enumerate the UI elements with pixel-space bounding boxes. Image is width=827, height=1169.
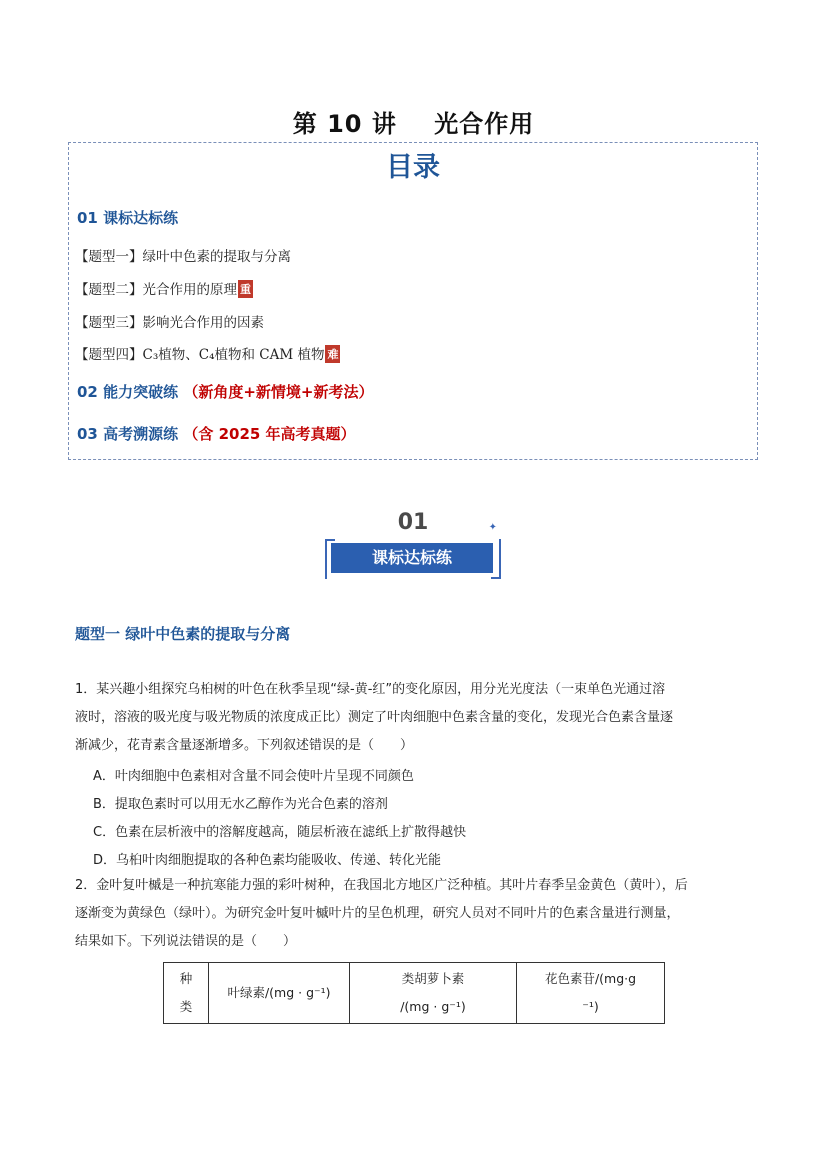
- banner-label: 课标达标练: [331, 543, 493, 573]
- toc-section-label: 01 课标达标练: [77, 209, 179, 227]
- toc-section-1[interactable]: [77, 207, 178, 228]
- table-header-cell: [164, 963, 209, 1024]
- toc-item-label: 【题型四】C₃植物、C₄植物和 CAM 植物: [75, 347, 325, 363]
- toc-section-2[interactable]: [77, 381, 373, 402]
- question-1-option-a[interactable]: A．叶肉细胞中色素相对含量不同会使叶片呈现不同颜色: [93, 769, 414, 784]
- toc-item-2[interactable]: [75, 278, 253, 298]
- page-title: 第 10 讲 光合作用: [292, 110, 535, 138]
- header-text: /(mg · g⁻¹): [400, 999, 466, 1014]
- toc-item-3[interactable]: [75, 311, 264, 331]
- question-1-option-d[interactable]: D．乌桕叶肉细胞提取的各种色素均能吸收、传递、转化光能: [93, 853, 442, 868]
- toc-item-1[interactable]: [75, 245, 291, 265]
- toc-section-note: （含 2025 年高考真题）: [183, 425, 356, 443]
- header-text: 花色素苷/(mg·g: [544, 971, 637, 986]
- banner-number: 01: [397, 510, 429, 535]
- toc-item-4[interactable]: [75, 343, 340, 363]
- header-text: ⁻¹): [582, 999, 599, 1014]
- toc-section-note: （新角度+新情境+新考法）: [183, 383, 374, 401]
- header-text: 类: [179, 999, 193, 1014]
- sparkle-icon: ✦: [488, 522, 497, 533]
- question-text-line: 液时，溶液的吸光度与吸光物质的浓度成正比）测定了叶肉细胞中色素含量的变化，发现光合色素含量逐: [75, 710, 674, 725]
- difficult-badge: 难: [325, 345, 340, 363]
- toc-section-label: 02 能力突破练: [77, 383, 179, 401]
- question-2-stem: [75, 872, 760, 956]
- header-text: 类胡萝卜素: [401, 971, 465, 986]
- question-text-line: 渐减少，花青素含量逐渐增多。下列叙述错误的是（ ）: [75, 738, 414, 753]
- toc-item-label: 【题型三】影响光合作用的因素: [75, 315, 264, 331]
- pigment-table: [163, 962, 665, 1024]
- toc-item-label: 【题型二】光合作用的原理: [75, 282, 237, 298]
- table-header-cell: 叶绿素/(mg · g⁻¹): [209, 963, 350, 1024]
- table-header-cell: [350, 963, 517, 1024]
- question-text-line: 逐渐变为黄绿色（绿叶）。为研究金叶复叶槭叶片的呈色机理，研究人员对不同叶片的色素含量进行测量，: [75, 906, 680, 921]
- question-text-line: 2．金叶复叶槭是一种抗寒能力强的彩叶树种，在我国北方地区广泛种植。其叶片春季呈金黄色（黄叶），后: [75, 878, 688, 893]
- toc-item-label: 【题型一】绿叶中色素的提取与分离: [75, 249, 291, 265]
- question-text-line: 结果如下。下列说法错误的是（ ）: [75, 934, 297, 949]
- section-heading: 题型一 绿叶中色素的提取与分离: [75, 625, 291, 643]
- toc-heading: 目录: [386, 152, 440, 183]
- section-banner: [323, 508, 503, 578]
- question-text-line: 1．某兴趣小组探究乌桕树的叶色在秋季呈现“绿-黄-红”的变化原因，用分光光度法（一束单色光通过溶: [75, 682, 666, 697]
- toc-section-3[interactable]: [77, 423, 356, 444]
- key-point-badge: 重: [238, 280, 253, 298]
- header-text: 种: [179, 971, 193, 986]
- table-header-cell: [517, 963, 665, 1024]
- toc-section-label: 03 高考溯源练: [77, 425, 179, 443]
- question-1-option-b[interactable]: B．提取色素时可以用无水乙醇作为光合色素的溶剂: [93, 797, 388, 812]
- question-1-option-c[interactable]: C．色素在层析液中的溶解度越高，随层析液在滤纸上扩散得越快: [93, 825, 467, 840]
- table-of-contents: [68, 142, 758, 460]
- table-header-row: [164, 963, 665, 1024]
- question-1-stem: [75, 676, 760, 760]
